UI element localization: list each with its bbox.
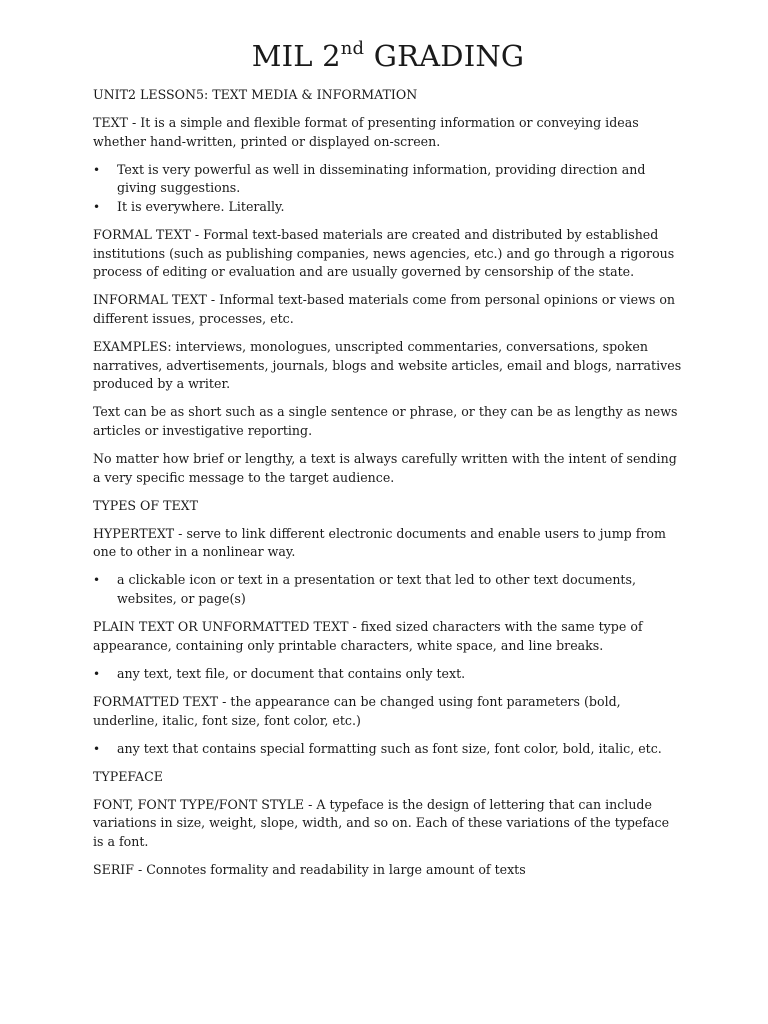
document-title [93, 36, 683, 76]
bullet-icon: • [93, 573, 101, 588]
list-item [93, 740, 683, 759]
list-item [93, 665, 683, 684]
list-item-text: a clickable icon or text in a presentation or text that led to other text documents, websites, or page(s) [117, 572, 636, 607]
text-definition: TEXT - It is a simple and flexible format of presenting information or conveying ideas whether hand-written, printed or displayed on-screen. [93, 115, 639, 149]
intent-paragraph: No matter how brief or lengthy, a text is always carefully written with the intent of sending a very specific message to the target audience. [93, 451, 677, 485]
hypertext-bullet-list [93, 571, 683, 608]
font-definition-paragraph: FONT, FONT TYPE/FONT STYLE - A typeface is the design of lettering that can include variations in size, weight, slope, width, and so on. Each of these variations of the typeface is a font. [93, 796, 670, 849]
list-item [93, 571, 683, 608]
bullet-icon: • [93, 741, 101, 756]
plain-text-paragraph: PLAIN TEXT OR UNFORMATTED TEXT - fixed sized characters with the same type of appearance, containing only printable characters, white space, and line breaks. [93, 619, 643, 653]
list-item-text: Text is very powerful as well in disseminating information, providing direction and giving suggestions. [117, 161, 646, 196]
formatted-text-bullet-list [93, 740, 683, 759]
bullet-icon: • [93, 199, 101, 214]
bullet-icon: • [93, 162, 101, 177]
title-rest: GRADING [364, 39, 525, 73]
typeface-heading: TYPEFACE [93, 768, 163, 784]
document-page [93, 36, 683, 889]
length-paragraph: Text can be as short such as a single sentence or phrase, or they can be as lengthy as news articles or investigative reporting. [93, 404, 678, 438]
plain-text-bullet-list [93, 665, 683, 684]
serif-paragraph: SERIF - Connotes formality and readability in large amount of texts [93, 862, 526, 878]
bullet-icon: • [93, 666, 101, 681]
text-bullet-list [93, 161, 683, 217]
hypertext-paragraph: HYPERTEXT - serve to link different electronic documents and enable users to jump from one to other in a nonlinear way. [93, 525, 666, 560]
title-main: MIL 2 [251, 39, 341, 73]
list-item-text: any text, text file, or document that contains only text. [117, 665, 466, 681]
formal-text-paragraph: FORMAL TEXT - Formal text-based materials are created and distributed by established institutions (such as publishing companies, news agencies, etc.) and go through a rigorous process of editing or evaluation and are usually governed by censorship of the state. [93, 227, 675, 280]
list-item-text: It is everywhere. Literally. [117, 198, 285, 214]
formatted-text-paragraph: FORMATTED TEXT - the appearance can be changed using font parameters (bold, underline, italic, font size, font color, etc.) [93, 693, 621, 728]
title-superscript: nd [340, 38, 365, 59]
list-item-text: any text that contains special formatting such as font size, font color, bold, italic, etc. [117, 740, 662, 756]
unit-heading: UNIT2 LESSON5: TEXT MEDIA & INFORMATION [93, 87, 418, 102]
informal-text-paragraph: INFORMAL TEXT - Informal text-based materials come from personal opinions or views on different issues, processes, etc. [93, 292, 676, 326]
types-of-text-heading: TYPES OF TEXT [93, 497, 199, 513]
examples-paragraph: EXAMPLES: interviews, monologues, unscripted commentaries, conversations, spoken narratives, advertisements, journals, blogs and website articles, email and blogs, narratives produced by a writer. [93, 339, 682, 392]
list-item [93, 161, 683, 198]
list-item [93, 198, 683, 217]
